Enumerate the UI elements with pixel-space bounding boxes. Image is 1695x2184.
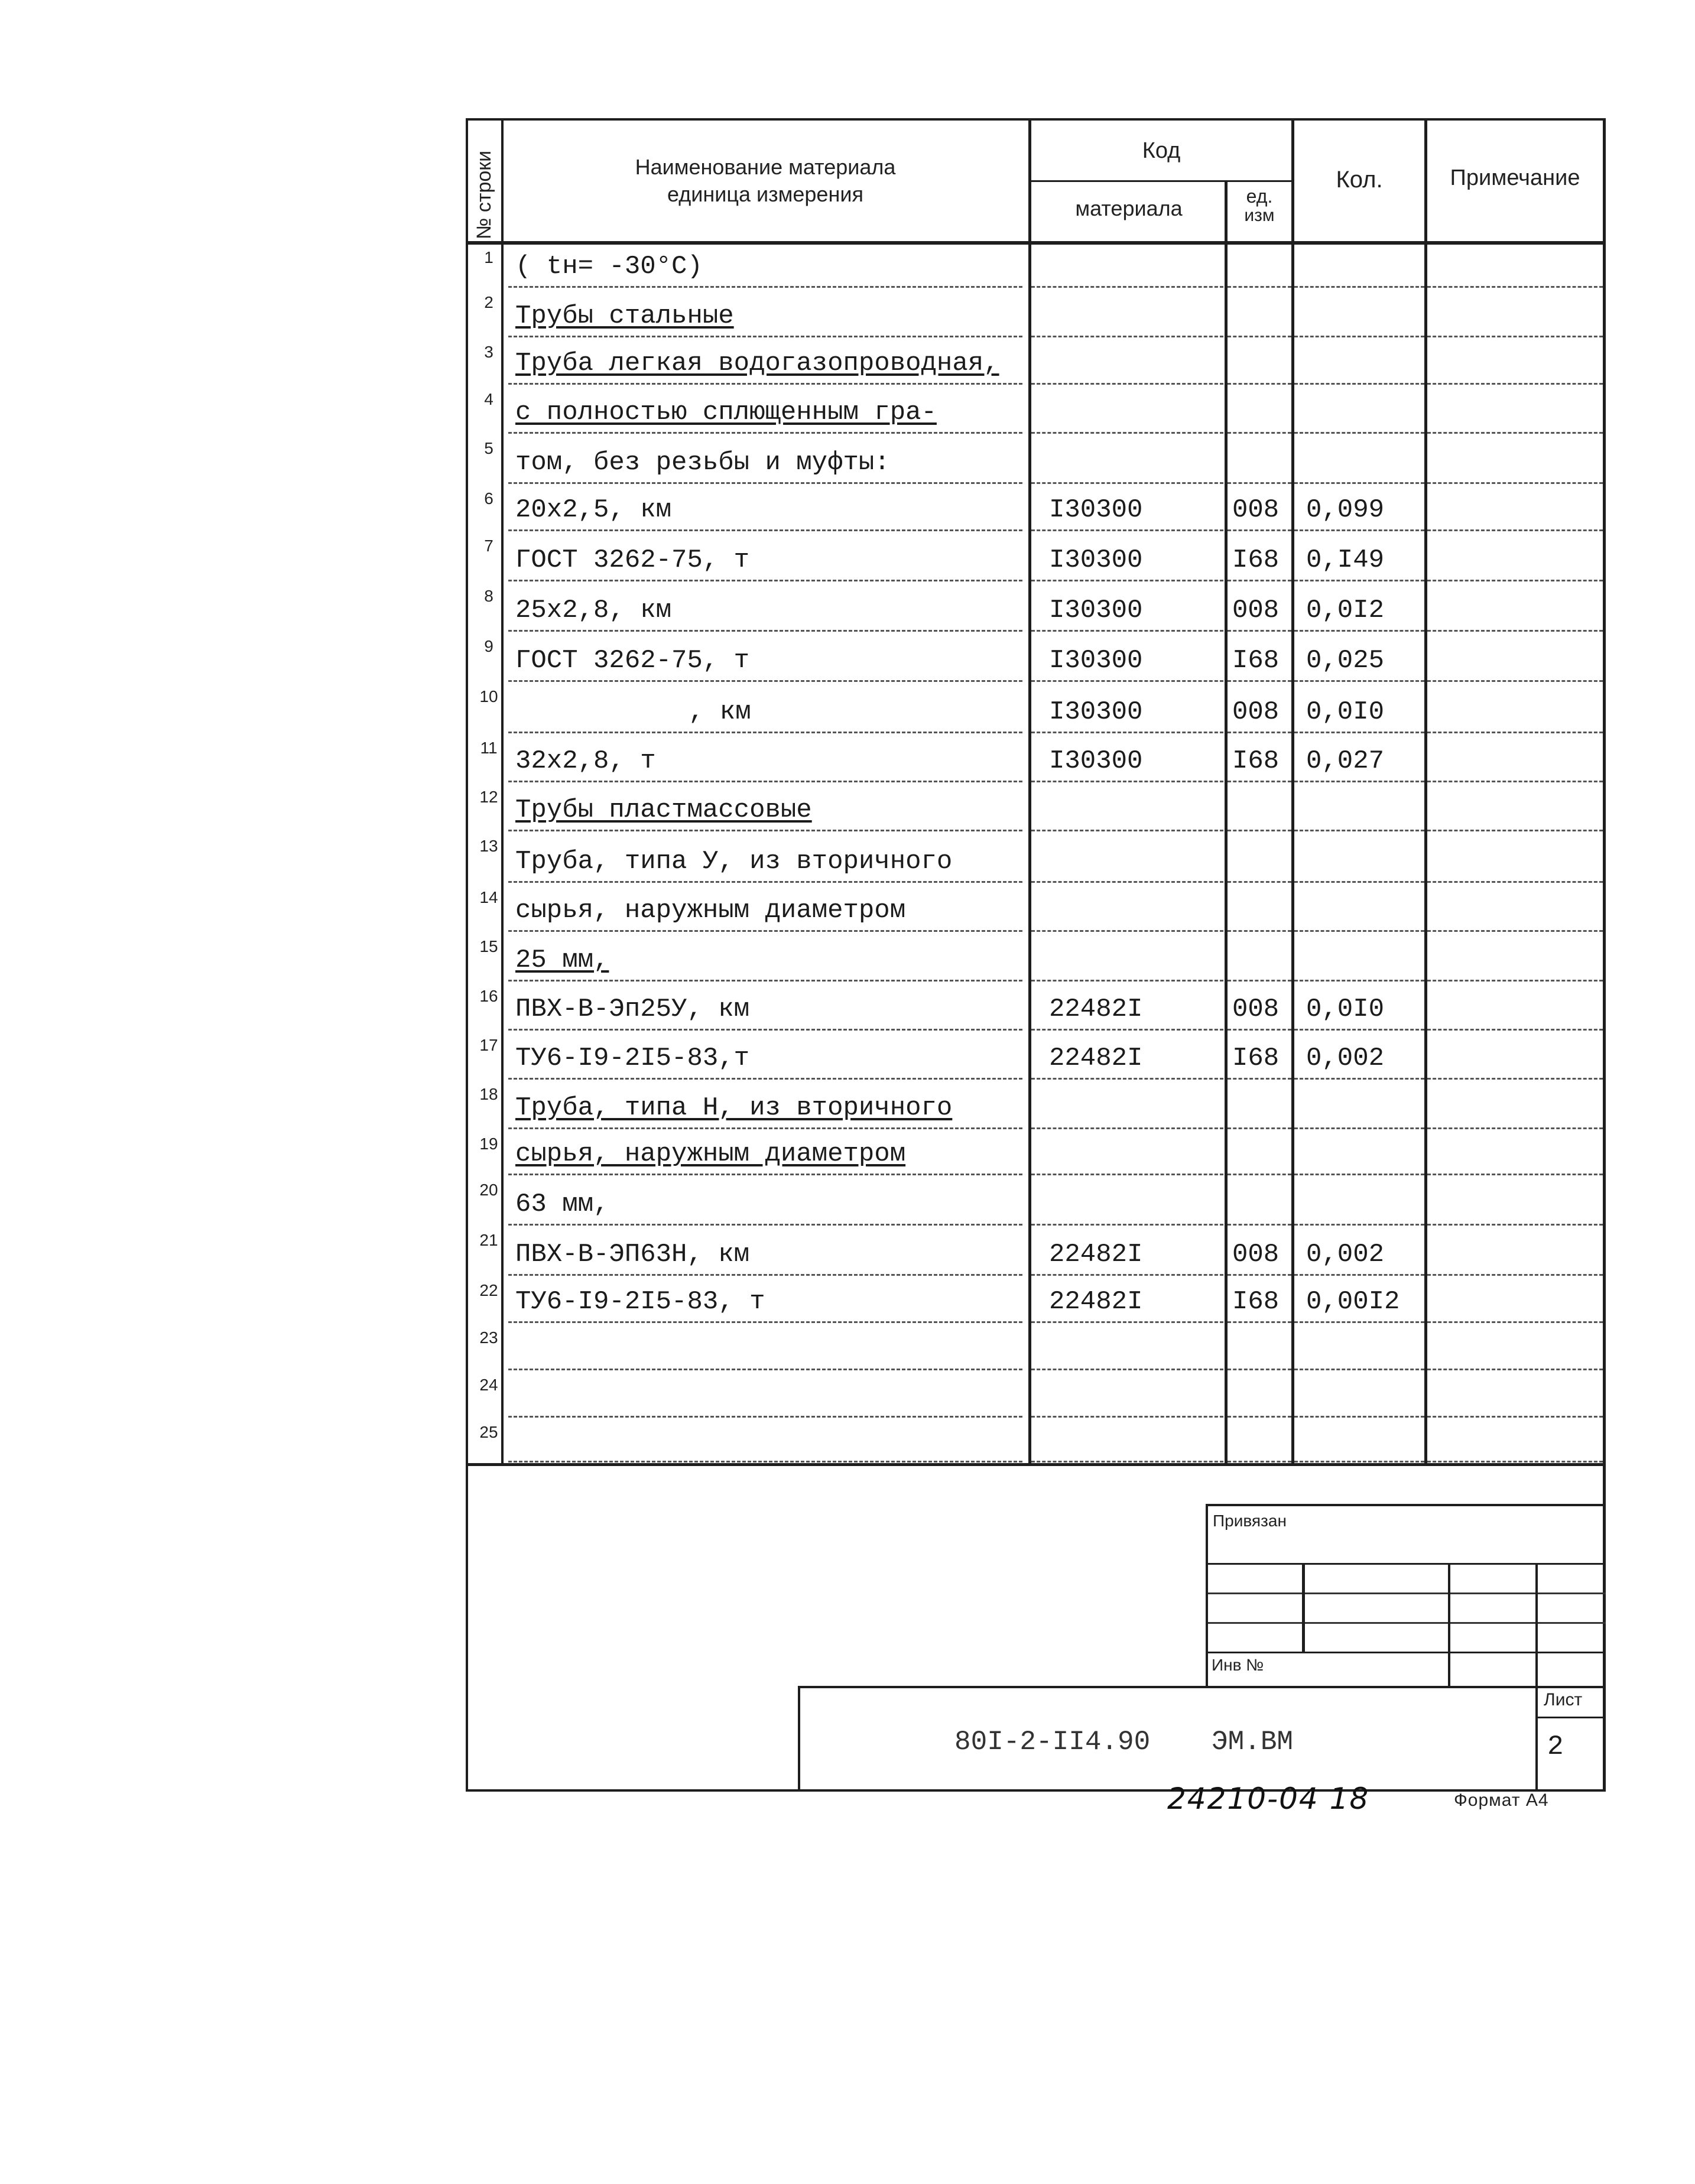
material-code: I30300: [1049, 697, 1143, 727]
stamp-bound-top: [1206, 1504, 1606, 1506]
row-separator: [1031, 529, 1223, 531]
material-name: сырья, наружным диаметром: [515, 896, 906, 925]
col-divider-code: [1225, 180, 1228, 1465]
material-name: ( tн= -30°C): [515, 252, 703, 281]
row-separator: [1427, 1321, 1603, 1323]
row-separator: [1294, 1078, 1424, 1080]
row-separator: [1294, 881, 1424, 883]
row-separator: [1228, 580, 1291, 581]
row-separator: [1427, 930, 1603, 932]
material-code: 22482I: [1049, 1240, 1143, 1269]
quantity-value: 0,002: [1306, 1044, 1385, 1073]
row-separator: [508, 1174, 1022, 1175]
note-header: Примечание: [1450, 165, 1580, 190]
row-separator: [1031, 286, 1223, 288]
row-separator: [508, 1416, 1022, 1418]
row-separator: [1031, 980, 1223, 982]
stamp-bound-vdiv2: [1448, 1563, 1450, 1687]
row-number: 18: [479, 1085, 498, 1103]
quantity-value: 0,0I2: [1306, 596, 1385, 625]
row-separator: [508, 482, 1022, 484]
unit-code: 008: [1232, 495, 1280, 525]
row-separator: [1427, 881, 1603, 883]
row-separator: [508, 1321, 1022, 1323]
row-separator: [508, 830, 1022, 831]
row-separator: [1031, 781, 1223, 782]
row-number: 8: [484, 587, 493, 605]
row-number: 2: [484, 293, 493, 311]
row-separator: [1294, 336, 1424, 337]
row-separator: [1031, 1078, 1223, 1080]
row-number: 9: [484, 637, 493, 655]
unit-code: I68: [1232, 1287, 1280, 1317]
col-divider-qty: [1424, 118, 1427, 1465]
row-separator: [508, 680, 1022, 682]
unit-code: I68: [1232, 545, 1280, 575]
code-unit-header-line2: изм: [1244, 206, 1275, 225]
row-number: 12: [479, 788, 498, 806]
row-separator: [1228, 529, 1291, 531]
row-separator: [1294, 1029, 1424, 1031]
row-separator: [1294, 980, 1424, 982]
row-separator: [1427, 1174, 1603, 1175]
row-separator: [1228, 1274, 1291, 1276]
row-separator: [1228, 680, 1291, 682]
row-number: 7: [484, 537, 493, 555]
title-block-top: [798, 1686, 1606, 1688]
row-separator: [1031, 732, 1223, 733]
table-top-border: [466, 118, 1604, 121]
row-separator: [1228, 1369, 1291, 1370]
material-name: том, без резьбы и муфты:: [515, 448, 890, 477]
col-divider-unit: [1291, 118, 1294, 1465]
title-block-left: [798, 1686, 800, 1790]
row-separator: [508, 930, 1022, 932]
quantity-value: 0,0I0: [1306, 994, 1385, 1024]
table-right-border: [1603, 118, 1606, 1790]
row-separator: [508, 1224, 1022, 1226]
row-number: 21: [479, 1231, 498, 1249]
row-number: 20: [479, 1181, 498, 1199]
bound-label: Привязан: [1213, 1512, 1287, 1530]
row-separator: [1427, 630, 1603, 632]
row-number: 17: [479, 1036, 498, 1054]
row-separator: [1228, 286, 1291, 288]
unit-code: 008: [1232, 1240, 1280, 1269]
code-material-header: материала: [1075, 196, 1183, 220]
row-separator: [1228, 732, 1291, 733]
quantity-value: 0,002: [1306, 1240, 1385, 1269]
row-number: 1: [484, 248, 493, 266]
material-name: ПВХ-В-ЭП63Н, км: [515, 1240, 750, 1269]
material-name: 20х2,5, км: [515, 495, 672, 525]
row-number: 24: [479, 1376, 498, 1394]
row-separator: [1427, 1461, 1603, 1462]
stamp-bound-rule4: [1208, 1652, 1606, 1653]
row-number: 22: [479, 1281, 498, 1299]
material-code: 22482I: [1049, 994, 1143, 1024]
row-separator: [1294, 1369, 1424, 1370]
material-name: ТУ6-I9-2I5-83, т: [515, 1287, 765, 1317]
row-separator: [1294, 732, 1424, 733]
code-unit-header-line1: ед.: [1246, 186, 1273, 207]
material-code: I30300: [1049, 596, 1143, 625]
name-header-line1: Наименование материала: [635, 155, 896, 179]
material-name: 63 мм,: [515, 1190, 609, 1219]
sheet-label: Лист: [1544, 1690, 1583, 1710]
material-name: ГОСТ 3262-75, т: [515, 646, 750, 675]
row-separator: [1228, 630, 1291, 632]
row-separator: [508, 432, 1022, 434]
row-separator: [1427, 580, 1603, 581]
row-separator: [1294, 383, 1424, 385]
row-separator: [1228, 383, 1291, 385]
format-label: Формат А4: [1454, 1790, 1549, 1810]
header-code-subrule: [1028, 180, 1294, 182]
material-code: 22482I: [1049, 1287, 1143, 1317]
row-separator: [1228, 881, 1291, 883]
unit-code: 008: [1232, 697, 1280, 727]
material-code: I30300: [1049, 646, 1143, 675]
row-separator: [1031, 1029, 1223, 1031]
row-separator: [1031, 432, 1223, 434]
row-separator: [1031, 1416, 1223, 1418]
row-separator: [508, 881, 1022, 883]
row-separator: [1031, 1461, 1223, 1462]
row-separator: [508, 1461, 1022, 1462]
material-name: Трубы стальные: [515, 301, 734, 331]
row-separator: [508, 1029, 1022, 1031]
row-separator: [1228, 1461, 1291, 1462]
row-separator: [1031, 1321, 1223, 1323]
row-number: 14: [479, 888, 498, 906]
quantity-header: Кол.: [1336, 167, 1383, 193]
stamp-bound-rule1: [1206, 1563, 1606, 1565]
row-number: 6: [484, 489, 493, 508]
row-separator: [1031, 1174, 1223, 1175]
material-name: Трубы пластмассовые: [515, 795, 812, 825]
material-name: 32х2,8, т: [515, 746, 656, 776]
row-separator: [1031, 1127, 1223, 1129]
row-separator: [508, 580, 1022, 581]
row-number-header: № строки: [473, 150, 495, 239]
row-separator: [1228, 432, 1291, 434]
row-separator: [1294, 830, 1424, 831]
row-separator: [1031, 1274, 1223, 1276]
row-separator: [1294, 630, 1424, 632]
row-number: 11: [480, 739, 498, 757]
row-separator: [1294, 580, 1424, 581]
row-separator: [1228, 482, 1291, 484]
row-separator: [1427, 1416, 1603, 1418]
row-separator: [1294, 680, 1424, 682]
row-separator: [1031, 1224, 1223, 1226]
row-separator: [1294, 286, 1424, 288]
row-separator: [1228, 1174, 1291, 1175]
quantity-value: 0,027: [1306, 746, 1385, 776]
row-separator: [1294, 529, 1424, 531]
document-code: 80I-2-II4.90: [954, 1727, 1151, 1757]
row-separator: [508, 529, 1022, 531]
material-code: I30300: [1049, 746, 1143, 776]
row-separator: [1427, 529, 1603, 531]
row-separator: [1294, 1461, 1424, 1462]
quantity-value: 0,0I0: [1306, 697, 1385, 727]
quantity-value: 0,00I2: [1306, 1287, 1400, 1317]
material-name: , км: [689, 697, 751, 727]
row-separator: [508, 336, 1022, 337]
row-separator: [1294, 1274, 1424, 1276]
row-separator: [1228, 781, 1291, 782]
row-separator: [1294, 930, 1424, 932]
table-left-border: [466, 118, 468, 1790]
unit-code: I68: [1232, 1044, 1280, 1073]
handwritten-archive-number: 24210-04 18: [1167, 1782, 1370, 1816]
row-separator: [1294, 1224, 1424, 1226]
row-separator: [508, 383, 1022, 385]
row-separator: [508, 1078, 1022, 1080]
row-separator: [1427, 1127, 1603, 1129]
row-separator: [1427, 781, 1603, 782]
row-number: 16: [479, 987, 498, 1005]
material-name: сырья, наружным диаметром: [515, 1139, 906, 1169]
row-separator: [1427, 680, 1603, 682]
row-separator: [1294, 1174, 1424, 1175]
row-separator: [1228, 980, 1291, 982]
row-number: 3: [484, 343, 493, 361]
row-separator: [1031, 482, 1223, 484]
material-code: 22482I: [1049, 1044, 1143, 1073]
table-bottom-border: [466, 1789, 1606, 1792]
row-separator: [508, 1274, 1022, 1276]
quantity-value: 0,025: [1306, 646, 1385, 675]
row-separator: [1427, 830, 1603, 831]
stamp-bound-left: [1206, 1504, 1208, 1687]
row-separator: [1427, 1029, 1603, 1031]
row-separator: [1427, 1274, 1603, 1276]
row-separator: [1228, 1127, 1291, 1129]
row-separator: [508, 286, 1022, 288]
row-separator: [1228, 336, 1291, 337]
row-separator: [1031, 630, 1223, 632]
code-header: Код: [1142, 138, 1181, 163]
row-separator: [1294, 1321, 1424, 1323]
inventory-label: Инв №: [1212, 1656, 1264, 1674]
material-code: I30300: [1049, 495, 1143, 525]
row-separator: [1427, 336, 1603, 337]
row-number: 5: [484, 439, 493, 457]
row-separator: [1427, 432, 1603, 434]
row-separator: [1427, 980, 1603, 982]
row-separator: [1427, 383, 1603, 385]
row-separator: [1228, 1321, 1291, 1323]
row-number: 15: [479, 937, 498, 956]
row-separator: [1228, 1078, 1291, 1080]
material-name: ГОСТ 3262-75, т: [515, 545, 750, 575]
stamp-bound-vdiv1: [1302, 1563, 1305, 1652]
row-separator: [1031, 680, 1223, 682]
row-separator: [1427, 1078, 1603, 1080]
material-code: I30300: [1049, 545, 1143, 575]
row-separator: [1031, 383, 1223, 385]
material-name: Труба, типа У, из вторичного: [515, 847, 953, 876]
row-number: 13: [479, 837, 498, 855]
material-name: ПВХ-В-Эп25У, км: [515, 994, 750, 1024]
row-number: 23: [479, 1328, 498, 1347]
row-separator: [1228, 1224, 1291, 1226]
row-separator: [1294, 781, 1424, 782]
row-separator: [1031, 336, 1223, 337]
stamp-bound-vdiv3: [1535, 1563, 1538, 1687]
material-name: Труба легкая водогазопроводная,: [515, 349, 999, 378]
row-separator: [1228, 1029, 1291, 1031]
quantity-value: 0,I49: [1306, 545, 1385, 575]
row-separator: [1427, 1224, 1603, 1226]
table-body-bottom-rule: [466, 1463, 1606, 1466]
sheet-cell-rule: [1535, 1717, 1606, 1718]
row-separator: [1294, 1416, 1424, 1418]
row-separator: [1294, 482, 1424, 484]
row-separator: [1031, 881, 1223, 883]
unit-code: I68: [1232, 746, 1280, 776]
sheet-number: 2: [1547, 1731, 1564, 1762]
row-separator: [1228, 930, 1291, 932]
col-divider-name: [1028, 118, 1031, 1465]
unit-code: 008: [1232, 994, 1280, 1024]
row-number: 19: [479, 1135, 498, 1153]
row-number: 10: [479, 687, 498, 706]
material-name: 25х2,8, км: [515, 596, 672, 625]
row-separator: [508, 980, 1022, 982]
stamp-bound-rule3: [1208, 1622, 1606, 1624]
row-separator: [1228, 830, 1291, 831]
row-number: 25: [479, 1423, 498, 1441]
row-separator: [1427, 286, 1603, 288]
row-separator: [508, 630, 1022, 632]
row-number: 4: [484, 390, 493, 408]
row-separator: [508, 1369, 1022, 1370]
material-name: 25 мм,: [515, 945, 609, 975]
row-separator: [1031, 580, 1223, 581]
row-separator: [1031, 830, 1223, 831]
stamp-bound-rule2: [1208, 1592, 1606, 1594]
row-separator: [1294, 432, 1424, 434]
material-name: Труба, типа Н, из вторичного: [515, 1093, 953, 1123]
row-separator: [1228, 1416, 1291, 1418]
row-separator: [508, 1127, 1022, 1129]
unit-code: 008: [1232, 596, 1280, 625]
document-suffix: ЭМ.ВМ: [1212, 1727, 1294, 1757]
quantity-value: 0,099: [1306, 495, 1385, 525]
row-separator: [1031, 930, 1223, 932]
row-separator: [1427, 1369, 1603, 1370]
row-separator: [508, 781, 1022, 782]
row-separator: [1294, 1127, 1424, 1129]
name-header-line2: единица измерения: [667, 182, 863, 206]
row-separator: [1031, 1369, 1223, 1370]
header-bottom-rule: [466, 241, 1606, 245]
material-name: с полностью сплющенным гра-: [515, 398, 937, 427]
row-separator: [1427, 732, 1603, 733]
unit-code: I68: [1232, 646, 1280, 675]
row-separator: [508, 732, 1022, 733]
material-name: ТУ6-I9-2I5-83,т: [515, 1044, 750, 1073]
sheet-cell-left: [1535, 1686, 1538, 1790]
row-separator: [1427, 482, 1603, 484]
